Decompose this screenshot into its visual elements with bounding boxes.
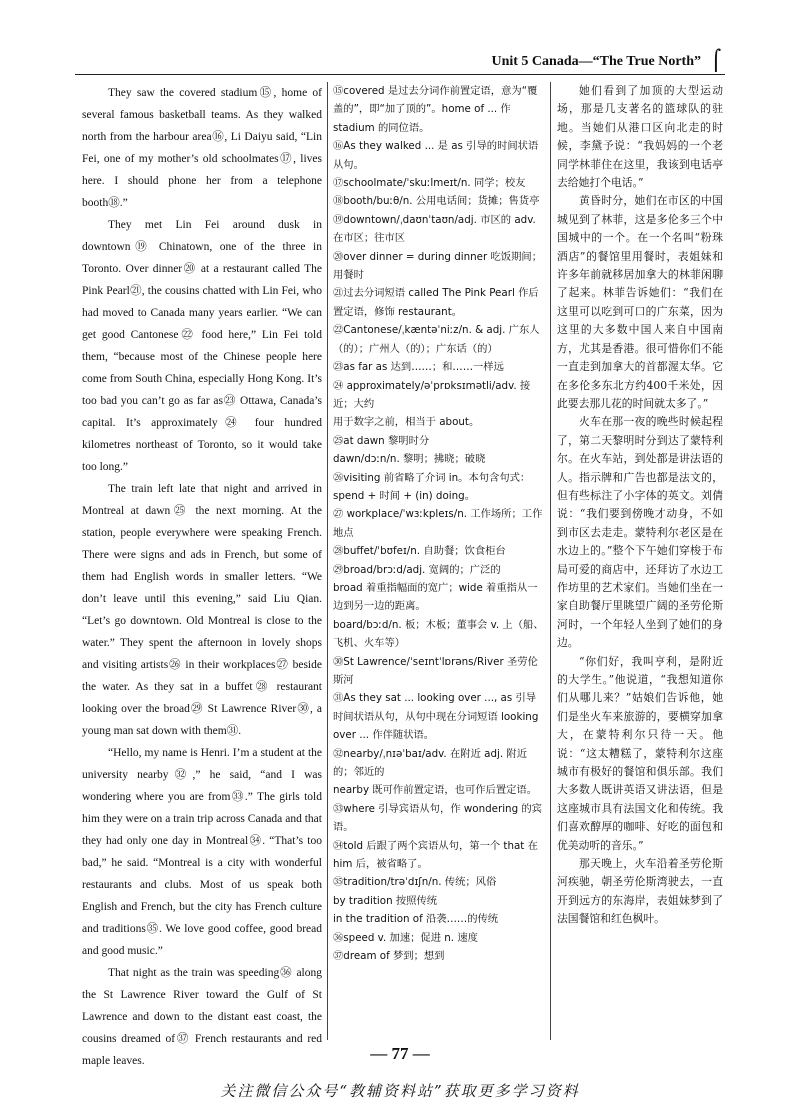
note-item: ㉑过去分词短语 called The Pink Pearl 作后置定语，修饰 restaurant。 xyxy=(333,287,539,318)
note-item: ⑯As they walked ... 是 as 引导的时间状语从句。 xyxy=(333,140,539,171)
column-divider xyxy=(327,82,328,1040)
note-item: ㉙broad/brɔːd/adj. 宽阔的；广泛的 xyxy=(333,563,501,576)
english-paragraph: “Hello, my name is Henri. I’m a student at the university nearby㉜,” he said, “and I was wondering where you are from㉝.” The girls told him they were on a train trip across Canada and that they had only one day in Montreal㉞. “That’s too bad,” he said. “Montreal is a city with wonderful restaurants and clubs. Most of us speak both English and French, but the city has French culture and traditions㉟. We love good coffee, good bread and good music.” xyxy=(82,747,322,957)
note-item: ㉕at dawn 黎明时分 xyxy=(333,434,430,447)
note-item: ⑱booth/buːθ/n. 公用电话间；货摊；售货亭 xyxy=(333,195,540,208)
chinese-paragraph: 火车在那一夜的晚些时候起程了，第二天黎明时分到达了蒙特利尔。在火车站，到处都是讲法语的人。指示牌和广告也都是法文的，但有些标注了小字体的英文。刘倩说：“我们要到傍晚才动身，不如到市区去走走。蒙特利尔老区是在水边上的。”整个下午她们穿梭于布局可爱的商店中，还拜访了水边工作坊里的艺术家们。当她们坐在一家自助餐厅里眺望广阔的圣劳伦斯河时，一个年轻人坐到了她们的身边。 xyxy=(557,415,723,650)
note-item: ㉘buffet/ˈbʊfeɪ/n. 自助餐；饮食柜台 xyxy=(333,545,506,558)
english-paragraph: They met Lin Fei around dusk in downtown⑲ Chinatown, one of the three in Toronto. Over dinner⑳ at a restaurant called The Pink Pearl㉑, the cousins chatted with Lin Fei, who had moved to Canada many years earlier. “We can get good Cantonese㉒ food here,” Lin Fei told them, “because most of the Chinese people here come from South China, especially Hong Kong. It’s too bad you can’t go as far as㉓ Ottawa, Canada’s capital. It’s approximately㉔ four hundred kilometres northeast of Toronto, so it would take too long.” xyxy=(82,219,322,473)
page-curl-icon: ⌠ xyxy=(710,48,721,72)
english-text-column xyxy=(82,82,322,1067)
note-item: ㉒Cantonese/ˌkæntəˈniːz/n. & adj. 广东人（的）；广州人（的）；广东话（的） xyxy=(333,324,540,355)
english-paragraph: They saw the covered stadium⑮, home of several famous basketball teams. As they walked north from the harbour area⑯, Li Daiyu said, “Lin Fei, one of my mother’s old schoolmates⑰, lives here. I should phone her from a telephone booth⑱.” xyxy=(82,87,322,209)
note-item: ㊱speed v. 加速；促进 n. 速度 xyxy=(333,931,478,944)
note-item: dawn/dɔːn/n. 黎明；拂晓；破晓 xyxy=(333,453,486,466)
chinese-paragraph: 黄昏时分，她们在市区的中国城见到了林菲，这是多伦多三个中国城中的一个。在一个名叫“粉珠酒店”的餐馆里用餐时，表姐妹和许多年前就移居加拿大的林菲闲聊了起来。林菲告诉她们：“我们在这里可以吃到可口的广东菜，因为这里的大多数中国人来自中国南方，尤其是香港。很可惜你们不能一直走到加拿大的首都渥太华。它在多伦多东北方约400千米处，因此要去那儿花的时间就太多了。” xyxy=(557,194,723,410)
note-item: broad 着重指幅面的宽广；wide 着重指从一边到另一边的距离。 xyxy=(333,581,538,613)
note-item: ⑰schoolmate/ˈskuːlmeɪt/n. 同学；校友 xyxy=(333,177,526,190)
chinese-paragraph: 她们看到了加顶的大型运动场，那是几支著名的篮球队的驻地。当她们从港口区向北走的时候，李黛予说：“我妈妈的一个老同学林菲住在这里，我该到电话亭去给她打个电话。” xyxy=(557,84,723,190)
note-item: 用于数字之前，相当于 about。 xyxy=(333,416,480,429)
column-divider xyxy=(550,82,551,1040)
note-item: ㉗ workplace/ˈwɜːkpleɪs/n. 工作场所；工作地点 xyxy=(333,508,543,539)
chinese-paragraph: “你们好，我叫亨利，是附近的大学生。”他说道，“我想知道你们从哪儿来？”姑娘们告诉他，她们是坐火车来旅游的，要横穿加拿大，在蒙特利尔只待一天。他说：“这太糟糕了，蒙特利尔这座城市有极好的餐馆和俱乐部。我们大多数人既讲英语又讲法语，但是这座城市具有法国文化和传统。我们喜欢醇厚的咖啡、好吃的面包和优美动听的音乐。” xyxy=(557,654,723,852)
note-item: ㊲dream of 梦到；想到 xyxy=(333,950,445,963)
note-item: ⑳over dinner = during dinner 吃饭期间；用餐时 xyxy=(333,250,542,282)
note-item: by tradition 按照传统 xyxy=(333,894,438,907)
note-item: board/bɔːd/n. 板；木板；董事会 v. 上（船、飞机、火车等） xyxy=(333,618,544,650)
note-item: ㉓as far as 达到……；和……一样远 xyxy=(333,361,504,374)
note-item: ㉔ approximately/əˈprɒksɪmətli/adv. 接近；大约 xyxy=(333,379,531,410)
note-item: nearby 既可作前置定语，也可作后置定语。 xyxy=(333,784,538,797)
note-item: in the tradition of 沿袭……的传统 xyxy=(333,913,499,926)
page-number: — 77 — xyxy=(370,1044,430,1063)
note-item: ⑮covered 是过去分词作前置定语，意为“覆盖的”，即“加了顶的”。home of ... 作 stadium 的同位语。 xyxy=(333,85,538,134)
note-item: ㉛As they sat ... looking over ..., as 引导时间状语从句，从句中现在分词短语 looking over ... 作伴随状语。 xyxy=(333,692,539,742)
unit-title: Unit 5 Canada—“The True North” xyxy=(491,54,701,69)
chinese-paragraph: 那天晚上，火车沿着圣劳伦斯河疾驰，朝圣劳伦斯湾驶去，一直开到远方的东海岸，表姐妹梦到了法国餐馆和红色枫叶。 xyxy=(557,857,723,926)
english-paragraph: The train left late that night and arrived in Montreal at dawn㉕ the next morning. At the station, people everywhere were speaking French. There were signs and ads in French, but some of them had English words in smaller letters. “We don’t leave until this evening,” said Liu Qian. “Let’s go downtown. Old Montreal is close to the water.” They spent the afternoon in lovely shops and visiting artists㉖ in their workplaces㉗ beside the water. As they sat in a buffet㉘ restaurant looking over the broad㉙ St Lawrence River㉚, a young man sat down with them㉛. xyxy=(82,483,322,737)
note-item: ㉚St Lawrence/ˈseɪntˈlɒrəns/River 圣劳伦斯河 xyxy=(333,655,538,686)
page-header xyxy=(75,48,725,75)
note-item: ㉝where 引导宾语从句，作 wondering 的宾语。 xyxy=(333,802,542,834)
note-item: ⑲downtown/ˌdaʊnˈtaʊn/adj. 市区的 adv. 在市区；往市区 xyxy=(333,213,536,245)
footer-promo: 关注微信公众号“教辅资料站”获取更多学习资料 xyxy=(220,1082,580,1100)
note-item: ㉞told 后跟了两个宾语从句，第一个 that 在 him 后，被省略了。 xyxy=(333,839,538,871)
chinese-translation-column xyxy=(557,82,723,1040)
note-item: ㉜nearby/ˌnɪəˈbaɪ/adv. 在附近 adj. 附近的；邻近的 xyxy=(333,747,527,779)
note-item: ㉖visiting 前省略了介词 in。本句含句式：spend + 时间 + (in) doing。 xyxy=(333,471,531,502)
note-item: ㉟tradition/trəˈdɪʃn/n. 传统；风俗 xyxy=(333,876,497,889)
notes-column xyxy=(333,82,546,1040)
english-paragraph: That night as the train was speeding㊱ along the St Lawrence River toward the Gulf of St Lawrence and down to the distant east coast, the cousins dreamed of㊲ French restaurants and red maple leaves. xyxy=(82,967,322,1067)
